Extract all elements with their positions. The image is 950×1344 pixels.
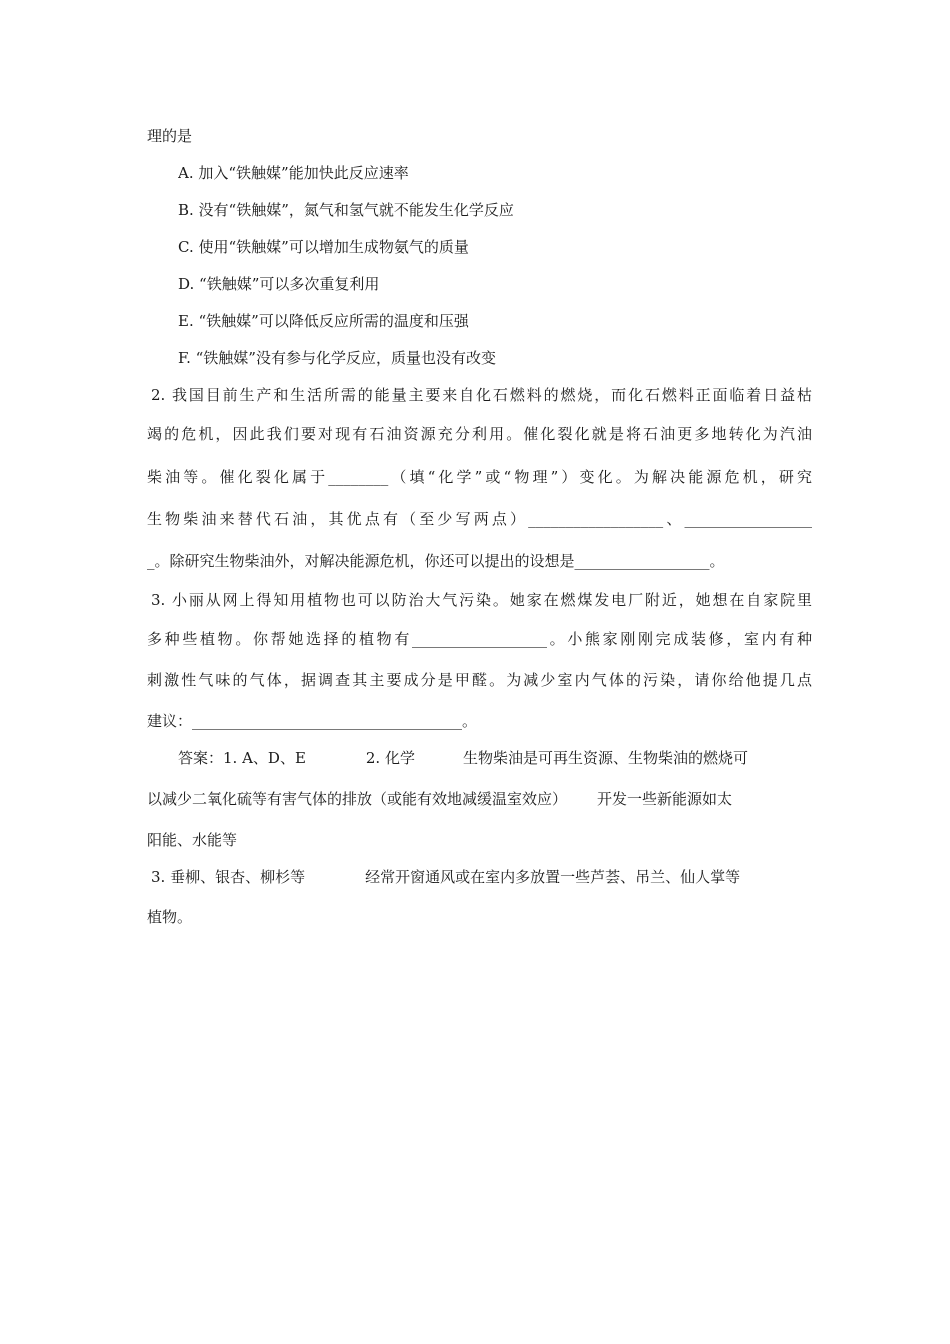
q1-option-c: C. 使用“铁触媒”可以增加生成物氨气的质量 bbox=[178, 238, 469, 256]
answer-q2-part-4: 开发一些新能源如太 bbox=[597, 790, 733, 808]
q3-line-2: 多种些植物。你帮她选择的植物有__________________。小熊家刚刚完成装修，室内有种 bbox=[147, 630, 812, 648]
answer-line-1 bbox=[178, 748, 812, 768]
question-continuation: 理的是 bbox=[147, 127, 193, 145]
answer-q2-part-2: 生物柴油是可再生资源、生物柴油的燃烧可 bbox=[462, 749, 748, 767]
q2-line-5: _。除研究生物柴油外，对解决能源危机，你还可以提出的设想是__________________。 bbox=[147, 552, 725, 570]
answer-line-2 bbox=[147, 789, 812, 809]
q3-line-3: 刺激性气味的气体，据调查其主要成分是甲醛。为减少室内气体的污染，请你给他提几点 bbox=[147, 671, 812, 689]
answer-q3-part-1: 3. 垂柳、银杏、柳杉等 bbox=[151, 868, 306, 886]
answer-q1: 答案：1. A、D、E bbox=[178, 749, 306, 767]
q1-option-a: A. 加入“铁触媒”能加快此反应速率 bbox=[178, 164, 409, 182]
q3-line-4: 建议：____________________________________。 bbox=[147, 712, 478, 730]
q2-line-2: 竭的危机，因此我们要对现有石油资源充分利用。催化裂化就是将石油更多地转化为汽油 bbox=[147, 425, 812, 443]
answer-q2-part-1: 2. 化学 bbox=[365, 749, 415, 767]
answer-q2-part-3: 以减少二氧化硫等有害气体的排放（或能有效地减缓温室效应） bbox=[147, 790, 568, 808]
q1-option-e: E. “铁触媒”可以降低反应所需的温度和压强 bbox=[178, 312, 469, 330]
q1-option-f: F. “铁触媒”没有参与化学反应，质量也没有改变 bbox=[178, 349, 496, 367]
q1-option-b: B. 没有“铁触媒”，氮气和氢气就不能发生化学反应 bbox=[178, 201, 514, 219]
answer-q3-part-2: 经常开窗通风或在室内多放置一些芦荟、吊兰、仙人掌等 bbox=[365, 868, 741, 886]
q3-line-1: 3. 小丽从网上得知用植物也可以防治大气污染。她家在燃煤发电厂附近，她想在自家院里 bbox=[151, 591, 812, 609]
q2-line-3: 柴油等。催化裂化属于________（填“化学”或“物理”）变化。为解决能源危机，研究 bbox=[147, 468, 812, 486]
answer-line-3: 阳能、水能等 bbox=[147, 831, 238, 849]
answer-line-4 bbox=[151, 867, 812, 887]
answer-line-5: 植物。 bbox=[147, 908, 193, 926]
q2-line-4: 生物柴油来替代石油，其优点有（至少写两点）__________________、_________________ bbox=[147, 510, 812, 528]
q2-line-1: 2. 我国目前生产和生活所需的能量主要来自化石燃料的燃烧，而化石燃料正面临着日益枯 bbox=[151, 386, 812, 404]
q1-option-d: D. “铁触媒”可以多次重复利用 bbox=[178, 275, 380, 293]
